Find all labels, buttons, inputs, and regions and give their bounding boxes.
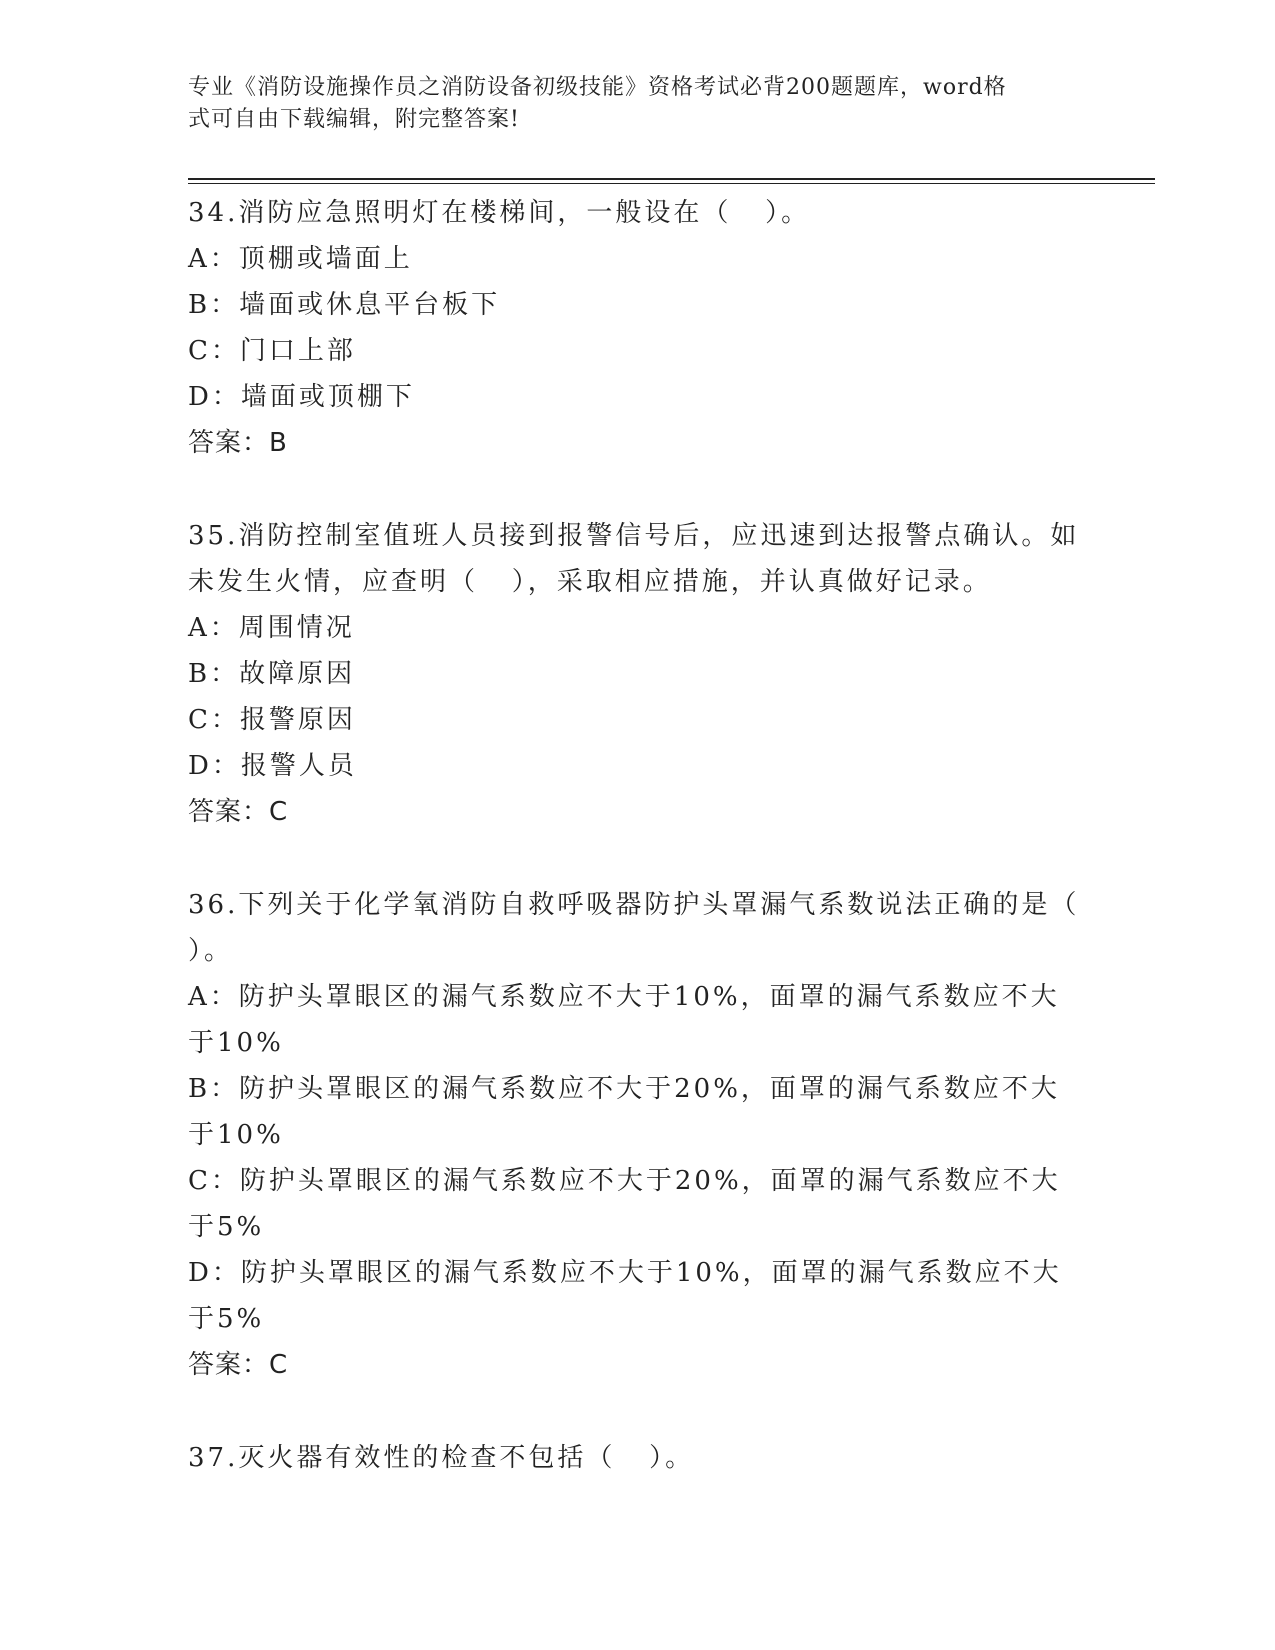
question-spacer [188,466,1088,513]
option-d: D：报警人员 [188,751,357,781]
question-stem: 34.消防应急照明灯在楼梯间，一般设在（ ）。 [188,198,811,228]
question-list [188,190,1114,1481]
question-spacer [188,1388,1088,1435]
header-line-1: 专业《消防设施操作员之消防设备初级技能》资格考试必背200题题库，word格 [188,75,1007,100]
question-36 [188,882,1114,1388]
header-line-2: 式可自由下载编辑，附完整答案! [188,107,520,132]
option-b: B：故障原因 [188,659,356,689]
question-stem: 36.下列关于化学氧消防自救呼吸器防护头罩漏气系数说法正确的是（ ）。 [188,890,1114,966]
question-37 [188,1435,1088,1481]
option-b: B：防护头罩眼区的漏气系数应不大于20%，面罩的漏气系数应不大于10% [188,1074,1060,1150]
answer-label: 答案：C [188,797,289,827]
answer-label: 答案：C [188,1350,289,1380]
question-spacer [188,835,1088,882]
option-a: A：防护头罩眼区的漏气系数应不大于10%，面罩的漏气系数应不大于10% [188,982,1060,1058]
option-c: C：门口上部 [188,336,356,366]
option-c: C：报警原因 [188,705,356,735]
question-34 [188,190,1088,466]
option-d: D：防护头罩眼区的漏气系数应不大于10%，面罩的漏气系数应不大于5% [188,1258,1062,1334]
option-a: A：周围情况 [188,613,355,643]
answer-label: 答案：B [188,428,288,458]
document-header [188,72,1078,136]
option-b: B：墙面或休息平台板下 [188,290,501,320]
header-divider-thick [188,178,1155,180]
option-c: C：防护头罩眼区的漏气系数应不大于20%，面罩的漏气系数应不大于5% [188,1166,1061,1242]
question-stem: 37.灭火器有效性的检查不包括（ ）。 [188,1443,695,1473]
question-35 [188,513,1088,835]
question-stem: 35.消防控制室值班人员接到报警信号后，应迅速到达报警点确认。如未发生火情，应查明（ ），采取相应措施，并认真做好记录。 [188,521,1080,597]
option-d: D：墙面或顶棚下 [188,382,415,412]
option-a: A：顶棚或墙面上 [188,244,413,274]
header-divider-thin [188,183,1155,184]
